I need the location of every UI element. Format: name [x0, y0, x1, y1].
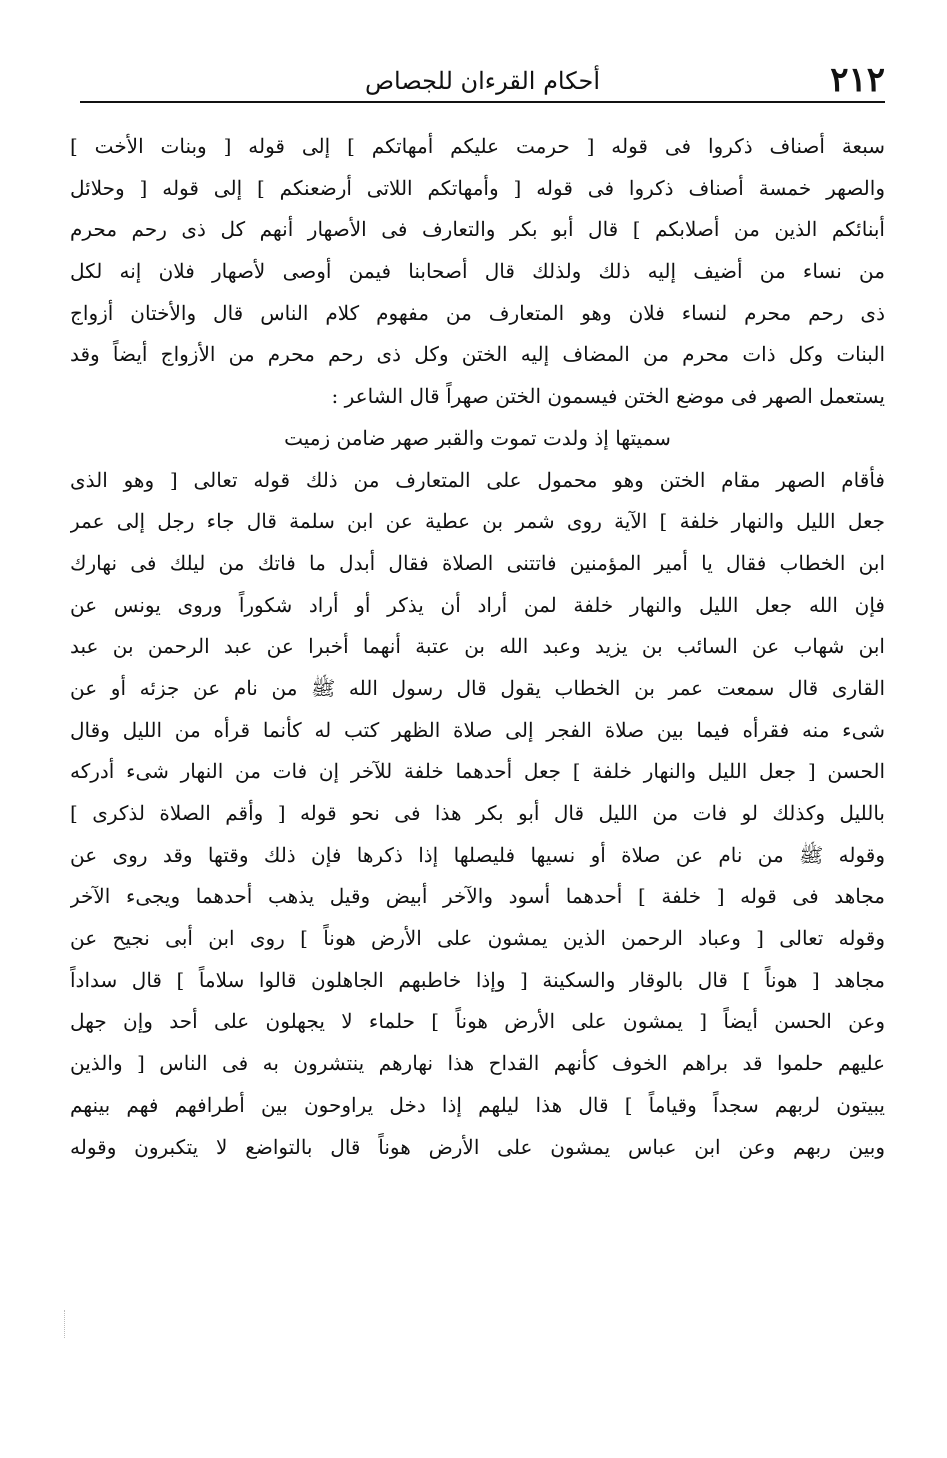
page-header [80, 62, 885, 98]
page-number: ٢١٢ [830, 60, 885, 100]
text-line: ذى رحم محرم لنساء فلان وهو المتعارف من مفهوم كلام الناس قال والأختان أزواج [70, 300, 885, 325]
text-line: أبنائكم الذين من أصلابكم ] قال أبو بكر والتعارف فى الأصهار أنهم كل ذى رحم محرم [70, 217, 885, 242]
text-line: ابن الخطاب فقال يا أمير المؤمنين فاتتنى الصلاة فقال أبدل ما فاتك من ليلك فى نهارك [70, 550, 885, 575]
text-line: وبين ربهم وعن ابن عباس يمشون على الأرض هوناً قال بالتواضع لا يتكبرون وقوله [70, 1134, 885, 1159]
body-text [70, 126, 885, 1168]
text-line: والصهر خمسة أصناف ذكروا فى قوله [ وأمهاتكم اللاتى أرضعنكم ] إلى قوله [ وحلائل [70, 175, 885, 200]
text-line: فإن الله جعل الليل والنهار خلفة لمن أراد أن يذكر أو أراد شكوراً وروى يونس عن [70, 592, 885, 617]
poetry-verse: سميتها إذ ولدت تموت والقبر صهر ضامن زميت [284, 425, 671, 450]
text-line: عليهم حلموا قد براهم الخوف كأنهم القداح هذا نهارهم ينتشرون به فى الناس [ والذين [70, 1051, 885, 1076]
text-line: جعل الليل والنهار خلفة ] الآية روى شمر بن عطية عن ابن سلمة قال جاء رجل إلى عمر [70, 509, 885, 534]
text-line: شىء منه فقرأه فيما بين صلاة الفجر إلى صلاة الظهر كتب له كأنما قرأه من الليل وقال [70, 717, 885, 742]
text-line: البنات وكل ذات محرم من المضاف إليه الختن وكل ذى رحم محرم من الأزواج أيضاً وقد [70, 342, 885, 367]
running-title: أحكام القرءان للجصاص [364, 67, 601, 95]
scan-artifact [64, 1310, 77, 1338]
header-rule [80, 101, 885, 103]
text-line: وقوله ﷺ من نام عن صلاة أو نسيها فليصلها إذا ذكرها فإن ذلك وقتها وقد روى عن [70, 842, 885, 867]
text-line: وعن الحسن أيضاً [ يمشون على الأرض هوناً ] حلماء لا يجهلون على أحد وإن جهل [70, 1009, 885, 1034]
text-line: فأقام الصهر مقام الختن وهو محمول على المتعارف من ذلك قوله تعالى [ وهو الذى [70, 467, 885, 492]
text-line: وقوله تعالى [ وعباد الرحمن الذين يمشون على الأرض هوناً ] روى ابن أبى نجيح عن [70, 926, 885, 951]
text-line: ابن شهاب عن السائب بن يزيد وعبد الله بن عتبة أنهما أخبرا عن عبد الرحمن بن عبد [70, 634, 885, 659]
text-line: مجاهد فى قوله [ خلفة ] أحدهما أسود والآخر أبيض وقيل يذهب أحدهما ويجىء الآخر [70, 884, 885, 909]
text-line: يبيتون لربهم سجداً وقياماً ] قال هذا ليلهم إذا دخل يراوحون بين أطرافهم فهم بينهم [70, 1092, 885, 1117]
text-line: من نساء من أضيف إليه ذلك ولذلك قال أصحابنا فيمن أوصى لأصهار فلان إنه لكل [70, 259, 885, 284]
text-line: الحسن [ جعل الليل والنهار خلفة ] جعل أحدهما خلفة للآخر إن فات من النهار شىء أدركه [70, 759, 885, 784]
text-line: سبعة أصناف ذكروا فى قوله [ حرمت عليكم أمهاتكم ] إلى قوله [ وبنات الأخت ] [70, 134, 885, 158]
text-line: مجاهد [ هوناً ] قال بالوقار والسكينة [ وإذا خاطبهم الجاهلون قالوا سلاماً ] قال سداداً [70, 967, 885, 992]
text-line: القارى قال سمعت عمر بن الخطاب يقول قال رسول الله ﷺ من نام عن جزئه أو عن [70, 675, 885, 700]
text-line: بالليل وكذلك لو فات من الليل قال أبو بكر هذا فى نحو قوله [ وأقم الصلاة لذكرى ] [70, 801, 885, 825]
text-line: يستعمل الصهر فى موضع الختن فيسمون الختن صهراً قال الشاعر : [331, 384, 885, 409]
